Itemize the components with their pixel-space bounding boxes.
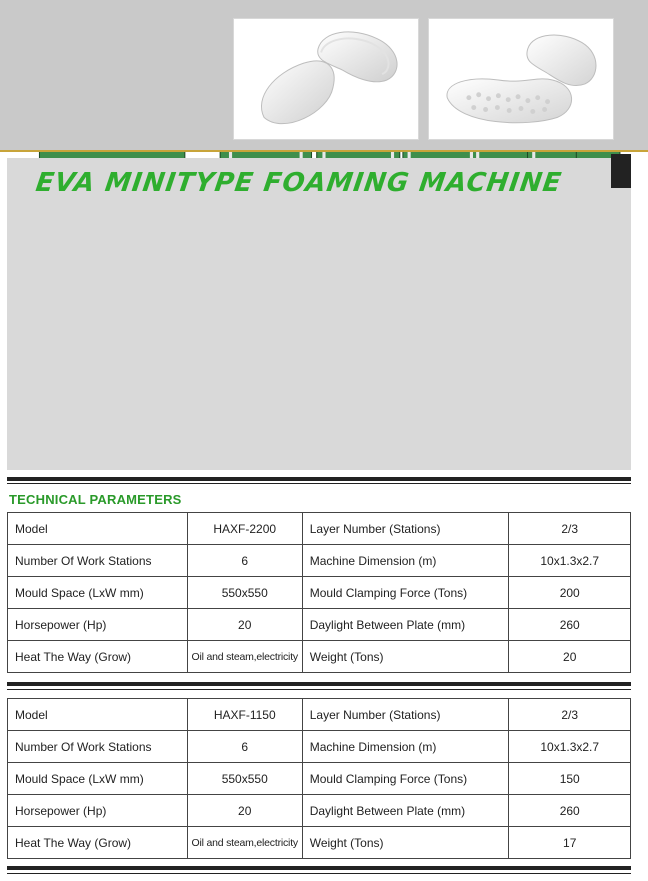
param-label: Heat The Way (Grow) [8,641,188,673]
table-row [8,545,631,577]
param-label: Model [8,513,188,545]
param-label: Mould Clamping Force (Tons) [302,763,509,795]
param-value: 260 [509,795,631,827]
param-label: Number Of Work Stations [8,731,188,763]
param-label: Layer Number (Stations) [302,699,509,731]
param-label: Model [8,699,188,731]
banner-title: EVA MINITYPE FOAMING MACHINE [33,168,564,198]
param-label: Weight (Tons) [302,827,509,859]
machine-banner [7,158,631,470]
param-value: 10x1.3x2.7 [509,731,631,763]
param-label: Machine Dimension (m) [302,545,509,577]
param-value: 6 [187,731,302,763]
gold-divider [0,150,648,152]
param-value: 20 [509,641,631,673]
section-divider-thin [7,483,631,484]
bottom-divider [7,866,631,870]
param-label: Horsepower (Hp) [8,795,188,827]
eva-sole-photo-2 [428,18,614,140]
table-row [8,609,631,641]
param-label: Layer Number (Stations) [302,513,509,545]
param-value: 2/3 [509,699,631,731]
param-value: 20 [187,795,302,827]
param-value: 20 [187,609,302,641]
technical-parameters-heading: TECHNICAL PARAMETERS [9,492,182,507]
table-row [8,795,631,827]
param-value: 550x550 [187,763,302,795]
param-label: Mould Clamping Force (Tons) [302,577,509,609]
table-row [8,641,631,673]
param-value: Oil and steam,electricity [187,827,302,859]
param-value: HAXF-2200 [187,513,302,545]
param-value: 550x550 [187,577,302,609]
param-label: Weight (Tons) [302,641,509,673]
param-label: Mould Space (LxW mm) [8,763,188,795]
section-divider [7,477,631,481]
param-label: Horsepower (Hp) [8,609,188,641]
param-value: 6 [187,545,302,577]
param-label: Machine Dimension (m) [302,731,509,763]
param-value: HAXF-1150 [187,699,302,731]
param-value: Oil and steam,electricity [187,641,302,673]
banner-corner-tab [611,154,631,188]
eva-sole-photo-1 [233,18,419,140]
sole-pair-image [429,19,613,139]
param-value: 2/3 [509,513,631,545]
param-value: 150 [509,763,631,795]
table-divider [7,682,631,686]
param-value: 260 [509,609,631,641]
param-value: 10x1.3x2.7 [509,545,631,577]
table-divider-thin [7,689,631,690]
parameters-table-1 [7,512,631,673]
param-value: 200 [509,577,631,609]
param-value: 17 [509,827,631,859]
param-label: Daylight Between Plate (mm) [302,609,509,641]
param-label: Daylight Between Plate (mm) [302,795,509,827]
sole-pair-image [234,19,418,139]
param-label: Number Of Work Stations [8,545,188,577]
bottom-divider-thin [7,873,631,874]
table-row [8,731,631,763]
param-label: Heat The Way (Grow) [8,827,188,859]
parameters-table-2 [7,698,631,859]
table-row [8,827,631,859]
param-label: Mould Space (LxW mm) [8,577,188,609]
table-row [8,513,631,545]
table-row [8,699,631,731]
product-photo-band [0,0,648,152]
table-row [8,763,631,795]
table-row [8,577,631,609]
